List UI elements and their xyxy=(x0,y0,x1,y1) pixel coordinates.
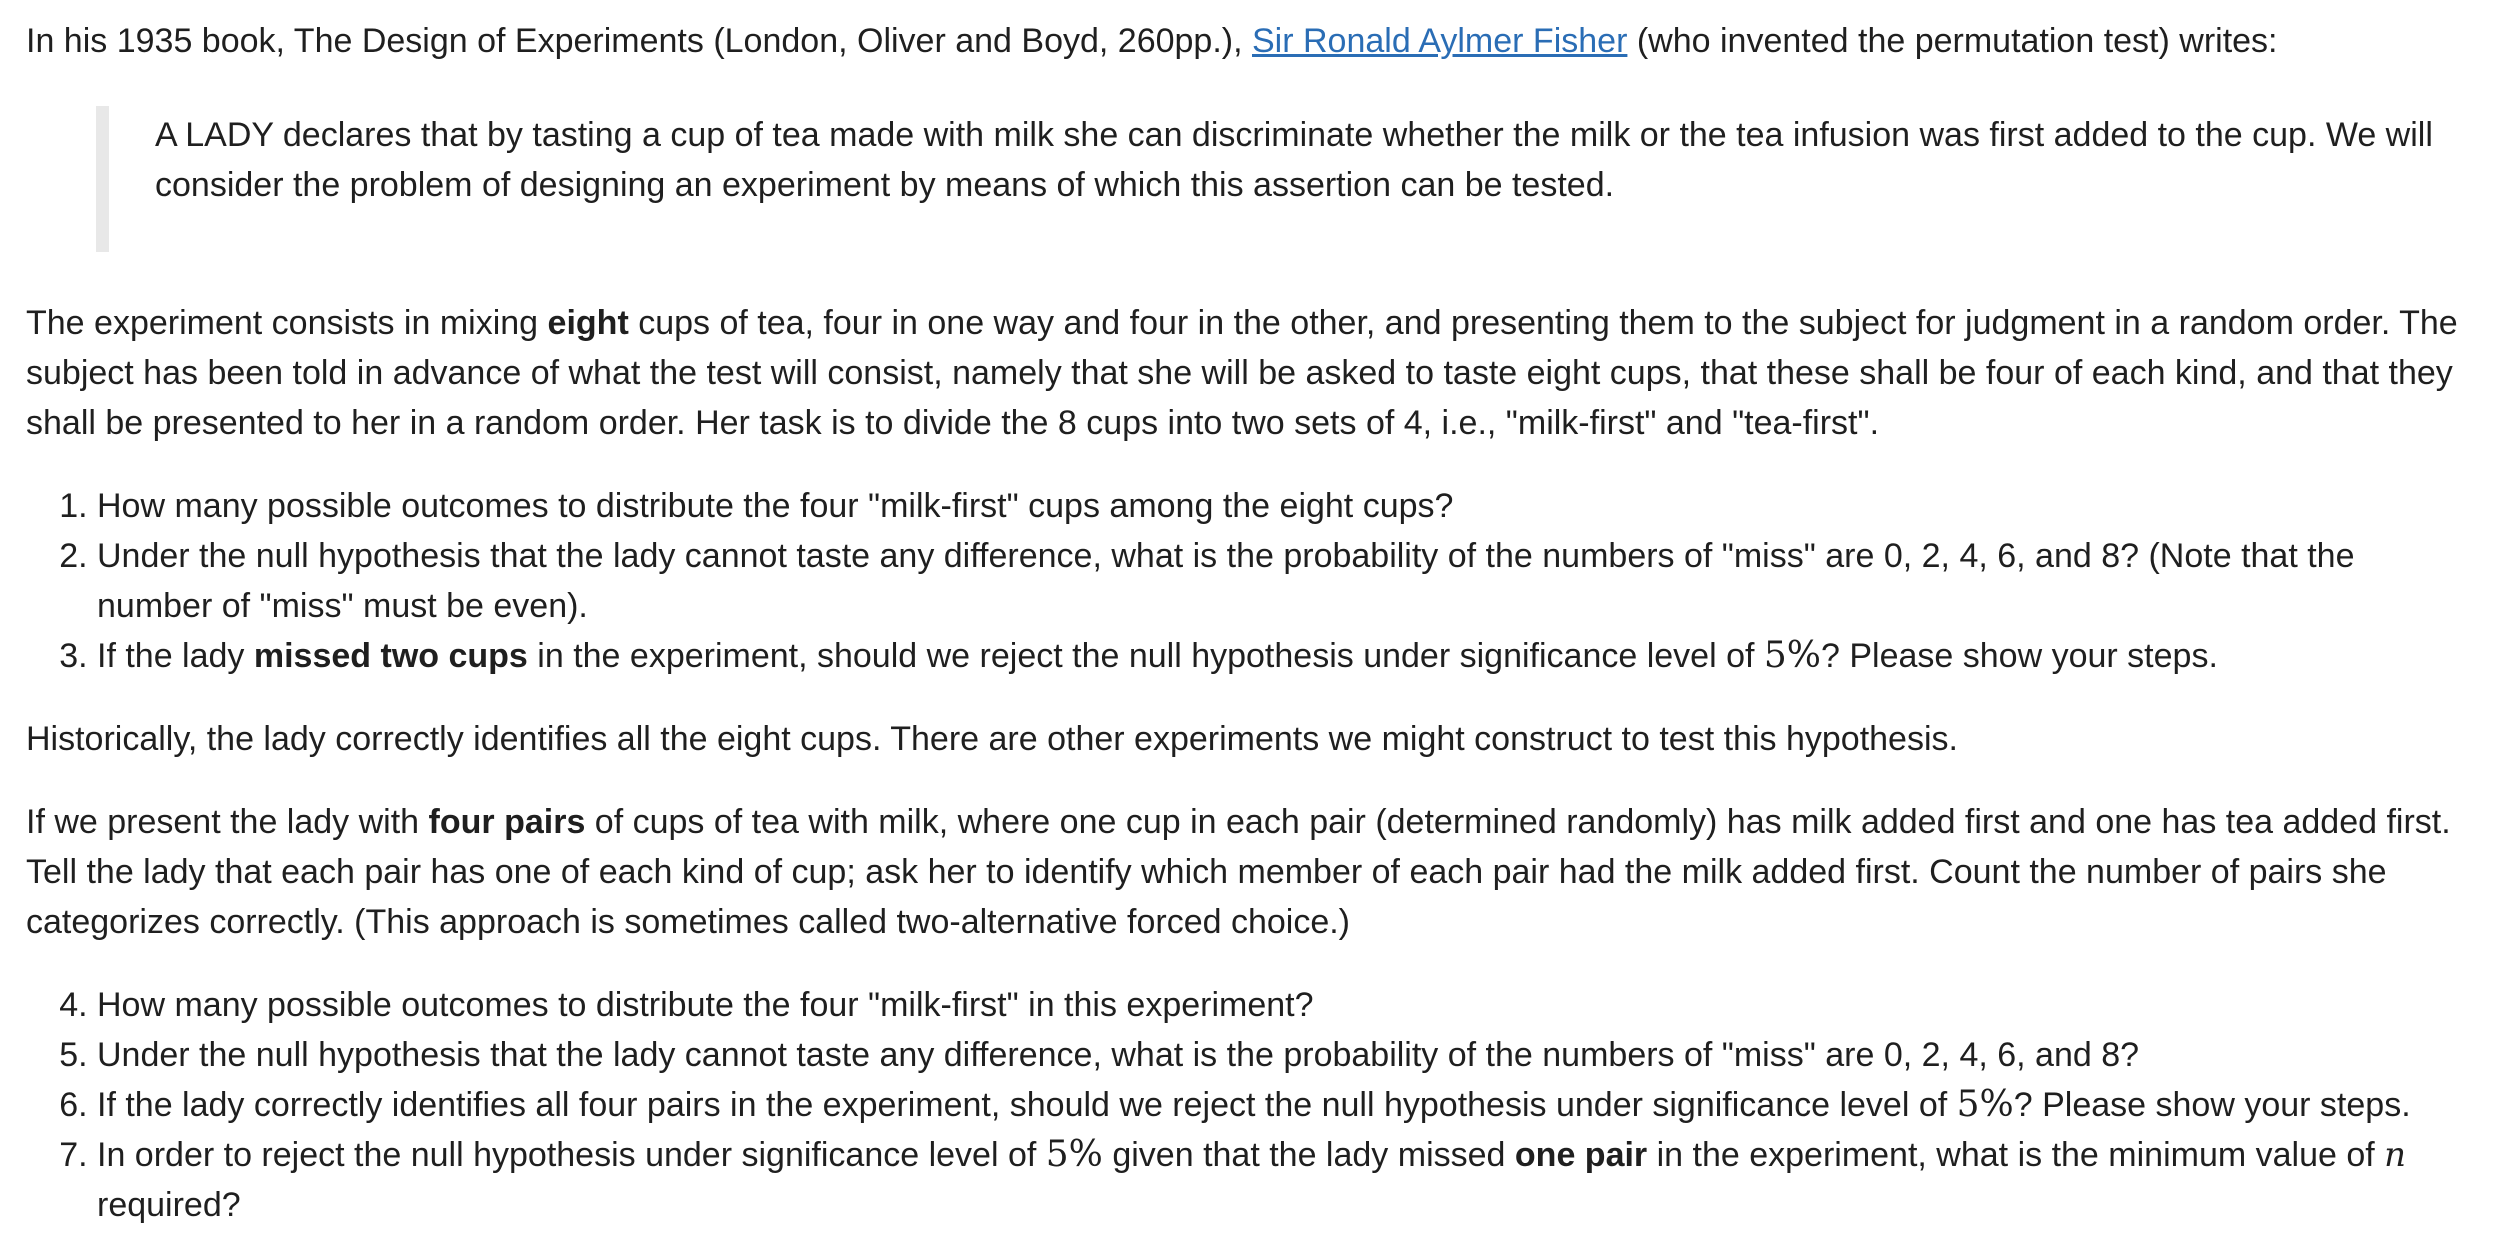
experiment-text-2: cups of tea, four in one way and four in the other, and presenting them to the subject for judgment in a random order. The subject has been told in advance of what the test will consist, namely that she will be asked to taste eight cups, that these shall be four of each kind, and that they shall be presented to her in a random order. Her task is to divide the 8 cups into two sets of 4, i.e., "milk-first" and "tea-first". xyxy=(26,304,2458,442)
question-1: 1. How many possible outcomes to distribute the four "milk-first" cups among the eight cups? xyxy=(97,481,2479,531)
question-7-bold: one pair xyxy=(1514,1136,1648,1174)
experiment-paragraph xyxy=(26,298,2479,448)
question-7-text-2: given that the lady missed xyxy=(1102,1136,1515,1174)
fisher-link[interactable]: Sir Ronald Aylmer Fisher xyxy=(1252,22,1628,60)
question-7-text-4: required? xyxy=(97,1186,241,1224)
question-6-math: 5% xyxy=(1956,1084,2014,1125)
intro-text-after-link: (who invented the permutation test) writes: xyxy=(1636,22,2278,60)
blockquote-text: A LADY declares that by tasting a cup of tea made with milk she can discriminate whether the milk or the tea infusion was first added to the cup. We will consider the problem of designing an experiment by means of which this assertion can be tested. xyxy=(155,116,2433,204)
question-6 xyxy=(97,1080,2479,1130)
question-7-text-1: In order to reject the null hypothesis under significance level of xyxy=(97,1136,1046,1174)
question-list-b xyxy=(26,980,2479,1230)
experiment-text-1: The experiment consists in mixing xyxy=(26,304,548,342)
question-7-math: 5% xyxy=(1045,1134,1103,1175)
question-5: 5. Under the null hypothesis that the lady cannot taste any difference, what is the probability of the numbers of "miss" are 0, 2, 4, 6, and 8? xyxy=(97,1030,2479,1080)
pairs-text-1: If we present the lady with xyxy=(26,803,429,841)
question-6-text-1: If the lady correctly identifies all four pairs in the experiment, should we reject the null hypothesis under significance level of xyxy=(97,1086,1957,1124)
intro-paragraph xyxy=(26,16,2479,66)
question-6-text-2: ? Please show your steps. xyxy=(2013,1086,2411,1124)
question-3-text-3: ? Please show your steps. xyxy=(1821,637,2218,675)
question-7-text-3: in the experiment, what is the minimum value of xyxy=(1647,1136,2385,1174)
question-2: 2. Under the null hypothesis that the lady cannot taste any difference, what is the probability of the numbers of "miss" are 0, 2, 4, 6, and 8? (Note that the number of "miss" must be even). xyxy=(97,531,2479,631)
question-7-variable-n: n xyxy=(2384,1135,2407,1175)
intro-text-before-link: In his 1935 book, The Design of Experiments (London, Oliver and Boyd, 260pp.), xyxy=(26,22,1243,60)
pairs-paragraph xyxy=(26,797,2479,947)
question-3-text-1: If the lady xyxy=(97,637,254,675)
pairs-bold: four pairs xyxy=(428,803,586,841)
question-3-text-2: in the experiment, should we reject the null hypothesis under significance level of xyxy=(527,637,1764,675)
question-3 xyxy=(97,631,2479,681)
pairs-text-2: of cups of tea with milk, where one cup in each pair (determined randomly) has milk added first and one has tea added first. Tell the lady that each pair has one of each kind of cup; ask her to identify which member of each pair had the milk added first. Count the number of pairs she categorizes correctly. (This approach is sometimes called two-alternative forced choice.) xyxy=(26,803,2451,941)
question-3-bold: missed two cups xyxy=(253,637,528,675)
question-list-a xyxy=(26,481,2479,681)
historical-paragraph: Historically, the lady correctly identifies all the eight cups. There are other experiments we might construct to test this hypothesis. xyxy=(26,720,1958,758)
question-3-math: 5% xyxy=(1763,635,1822,676)
question-7 xyxy=(97,1130,2479,1230)
experiment-bold-eight: eight xyxy=(547,304,629,342)
question-4: 4. How many possible outcomes to distribute the four "milk-first" in this experiment? xyxy=(97,980,2479,1030)
blockquote xyxy=(96,106,2479,252)
